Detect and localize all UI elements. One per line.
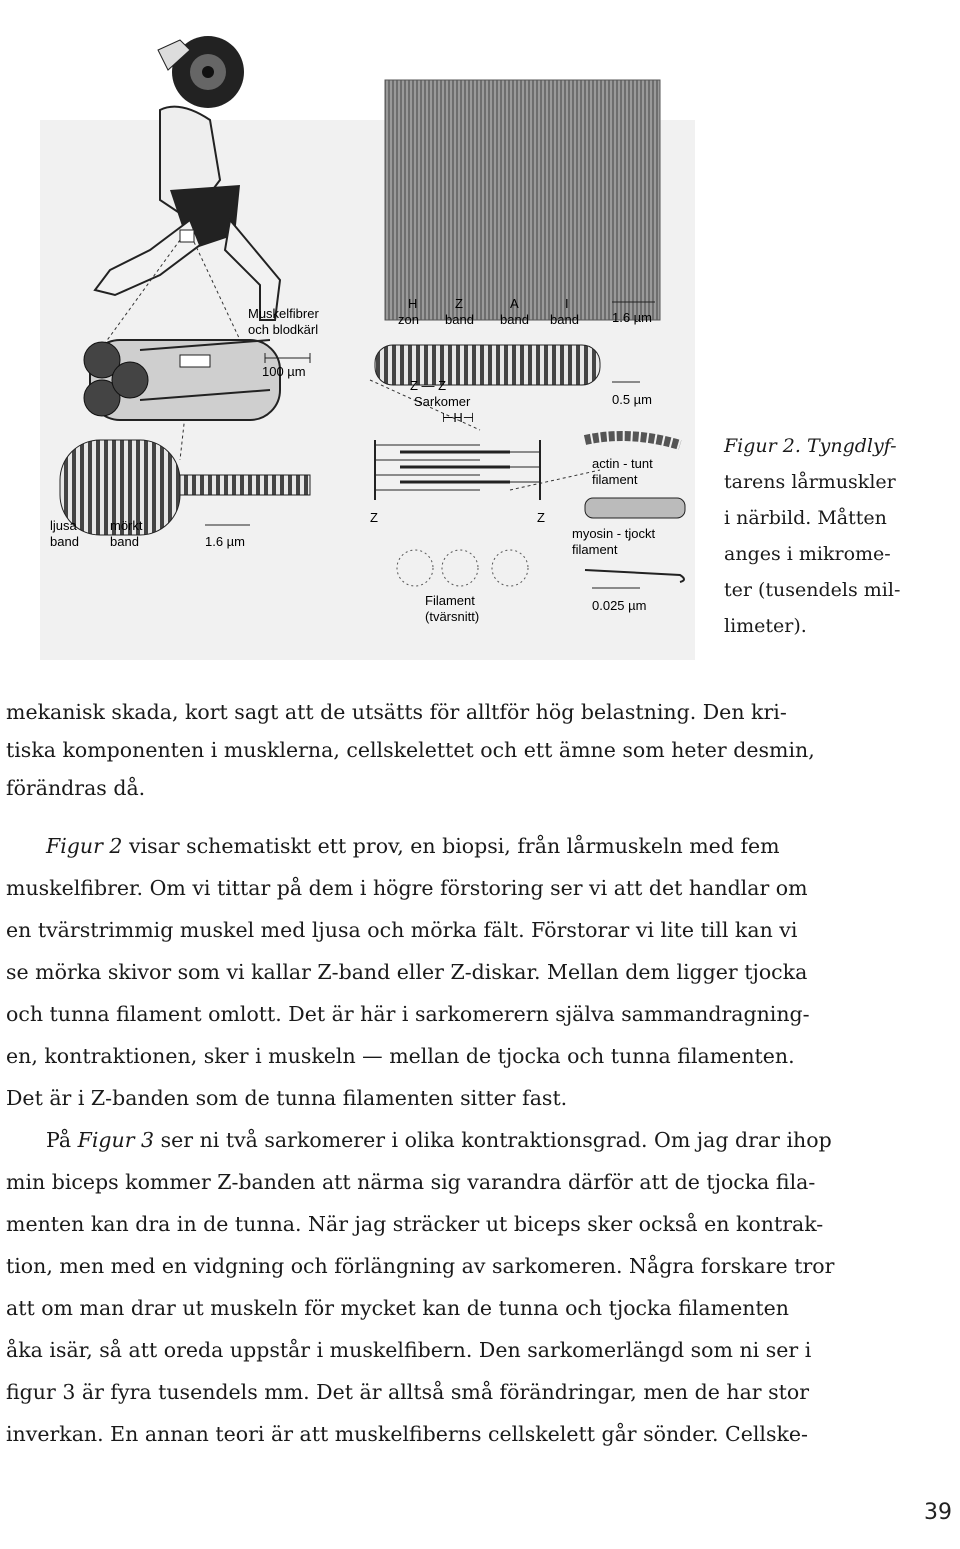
label-dark-band: mörkt [110, 518, 143, 533]
myofibril-striped [375, 345, 600, 385]
label-scale-1-6-bottom: 1.6 µm [205, 534, 246, 549]
label-h-arrow: ⊢H⊣ [442, 410, 475, 425]
label-myosin: myosin - tjockt [572, 526, 656, 541]
body-line: tiska komponenten i musklerna, cellskelettet och ett ämne som heter desmin, [6, 738, 815, 762]
muscle-fiber-bundle [84, 340, 280, 420]
body-line: förändras då. [6, 776, 146, 800]
caption-line: anges i mikrome- [724, 543, 891, 565]
caption-line: i närbild. Måtten [724, 507, 887, 529]
body-line: figur 3 är fyra tusendels mm. Det är alltså små förändringar, men de har stor [6, 1380, 810, 1404]
body-line: menten kan dra in de tunna. När jag sträcker ut biceps sker också en kontrak- [6, 1212, 824, 1236]
label-a-band: A [510, 296, 519, 311]
label-h-zone: H [408, 296, 418, 311]
label-actin: actin - tunt [592, 456, 653, 471]
label-dark-band-2: band [110, 534, 139, 549]
label-z-right: Z [537, 510, 545, 525]
label-light-band: ljusa [50, 518, 77, 533]
label-filament: Filament [425, 593, 475, 608]
label-muscle-fibers: Muskelfibrer [248, 306, 319, 321]
myosin-filament-illustration [585, 498, 685, 518]
body-line: mekanisk skada, kort sagt att de utsätts för alltför hög belastning. Den kri- [6, 700, 787, 724]
muscle-anatomy-figure [40, 20, 700, 660]
label-a-band-2: band [500, 312, 529, 327]
label-z-band: Z [455, 296, 463, 311]
body-line: Det är i Z-banden som de tunna filamenten sitter fast. [6, 1086, 568, 1110]
label-z-band-2: band [445, 312, 474, 327]
caption-line: tarens lårmuskler [724, 471, 896, 493]
label-sarcomere: Sarkomer [414, 394, 471, 409]
micrograph-image [385, 80, 660, 320]
body-line: att om man drar ut muskeln för mycket kan de tunna och tjocka filamenten [6, 1296, 789, 1320]
body-line: en, kontraktionen, sker i muskeln — mellan de tjocka och tunna filamenten. [6, 1044, 795, 1068]
label-z-left: Z [370, 510, 378, 525]
body-line: se mörka skivor som vi kallar Z-band eller Z-diskar. Mellan dem ligger tjocka [6, 960, 808, 984]
label-myosin-2: filament [572, 542, 618, 557]
label-scale-1-6-top: 1.6 µm [612, 310, 653, 325]
body-line: muskelfibrer. Om vi tittar på dem i högre förstoring ser vi att det handlar om [6, 876, 808, 900]
label-i-band: I [565, 296, 569, 311]
label-i-band-2: band [550, 312, 579, 327]
body-line: tion, men med en vidgning och förlängning av sarkomeren. Några forskare tror [6, 1254, 835, 1278]
body-line: inverkan. En annan teori är att muskelfiberns cellskelett går sönder. Cellske- [6, 1422, 808, 1446]
body-line: och tunna filament omlott. Det är här i sarkomerern själva sammandragning- [6, 1002, 810, 1026]
body-line: På Figur 3 ser ni två sarkomerer i olika kontraktionsgrad. Om jag drar ihop [46, 1128, 832, 1152]
label-filament-2: (tvärsnitt) [425, 609, 480, 624]
page-number: 39 [924, 1500, 952, 1525]
caption-line: limeter). [724, 615, 807, 637]
label-light-band-2: band [50, 534, 79, 549]
label-zz: Z — Z [410, 378, 447, 393]
label-h-zone-2: zon [398, 312, 419, 327]
body-line: Figur 2 visar schematiskt ett prov, en biopsi, från lårmuskeln med fem [46, 834, 780, 858]
body-line: en tvärstrimmig muskel med ljusa och mörka fält. Förstorar vi lite till kan vi [6, 918, 798, 942]
figure-caption [724, 428, 924, 644]
label-scale-0-5: 0.5 µm [612, 392, 653, 407]
caption-line: ter (tusendels mil- [724, 579, 901, 601]
body-line: min biceps kommer Z-banden att närma sig varandra därför att de tjocka fila- [6, 1170, 816, 1194]
body-line: åka isär, så att oreda uppstår i muskelfibern. Den sarkomerlängd som ni ser i [6, 1338, 812, 1362]
label-muscle-fibers-2: och blodkärl [248, 322, 319, 337]
label-scale-0-025: 0.025 µm [592, 598, 647, 613]
label-actin-2: filament [592, 472, 638, 487]
caption-line: Figur 2. Tyngdlyf- [724, 435, 897, 457]
label-scale-100: 100 µm [262, 364, 306, 379]
